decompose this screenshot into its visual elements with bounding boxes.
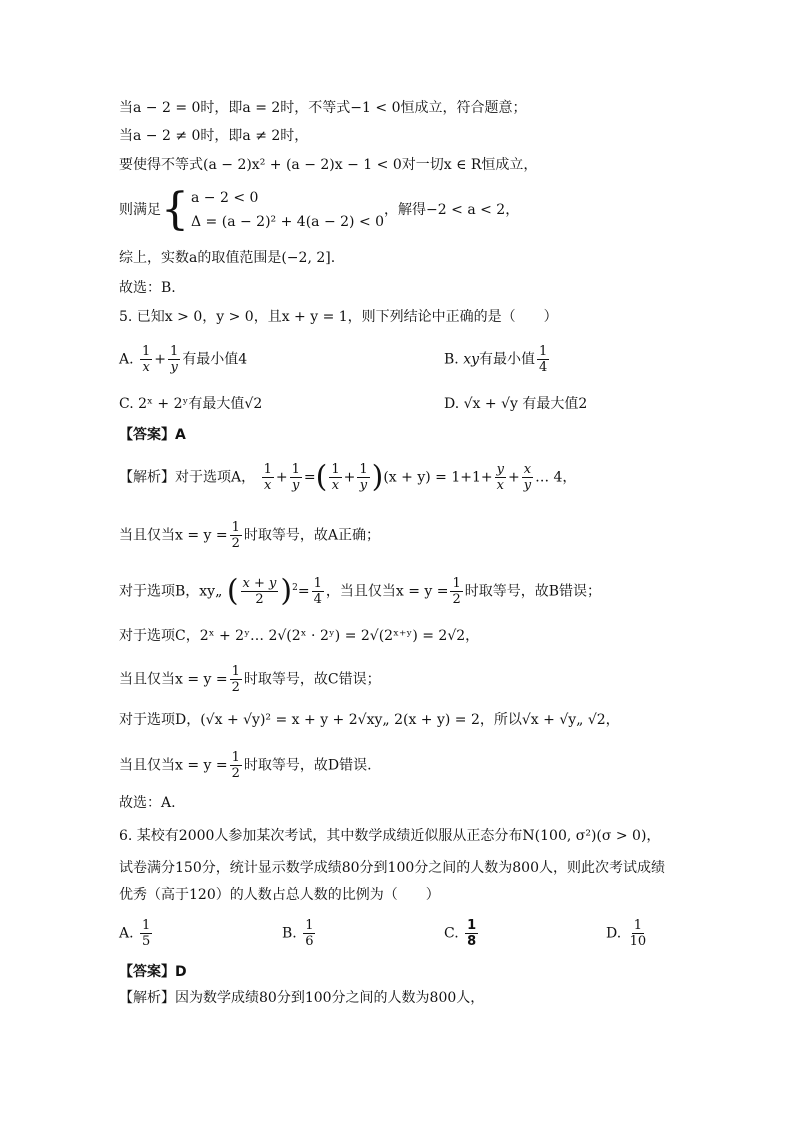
text-segment: 当且仅当x = y = xyxy=(119,671,228,688)
question-5: 5. 已知x > 0，y > 0，且x + y = 1，则下列结论中正确的是（ ） xyxy=(119,309,558,325)
question-6-line-2: 试卷满分150分，统计显示数学成绩80分到100分之间的人数为800人，则此次考试成绩 xyxy=(119,860,665,876)
numerator: x + y xyxy=(242,576,277,591)
option-text: 有最小值4 xyxy=(182,351,248,368)
equality-condition-d xyxy=(119,750,372,781)
text-segment: (x + y) = 1+1+ xyxy=(383,469,493,486)
numerator: y xyxy=(496,462,504,477)
text-line: 故选：A. xyxy=(119,795,176,811)
fraction xyxy=(230,664,242,695)
fraction xyxy=(312,576,324,607)
fraction xyxy=(230,520,242,551)
fraction xyxy=(303,918,315,949)
system-row: a − 2 < 0 xyxy=(191,190,259,206)
denominator: 4 xyxy=(539,360,548,375)
answer-5: 【答案】A xyxy=(119,427,186,443)
numerator: 1 xyxy=(142,344,151,359)
system-row: Δ = (a − 2)² + 4(a − 2) < 0 xyxy=(191,214,385,230)
exponent: 2 xyxy=(292,582,298,593)
text-segment: 【解析】对于选项A， xyxy=(119,469,256,486)
fraction xyxy=(628,918,649,949)
option-label: D. xyxy=(606,925,622,942)
denominator: 6 xyxy=(305,934,314,949)
fraction xyxy=(262,462,274,493)
answer-6: 【答案】D xyxy=(119,964,187,980)
numerator: 1 xyxy=(231,664,240,679)
fraction xyxy=(329,462,341,493)
denominator: y xyxy=(523,478,532,493)
option-label: D. xyxy=(444,396,460,412)
denominator: 8 xyxy=(467,934,477,949)
explanation-c: 对于选项C，2ˣ + 2ʸ… 2√(2ˣ · 2ʸ) = 2√(2ˣ⁺ʸ) = 2√2， xyxy=(119,628,480,644)
denominator: x xyxy=(264,478,272,493)
explanation-d: 对于选项D，(√x + √y)² = x + y + 2√xy„ 2(x + y) = 2，所以√x + √y„ √2， xyxy=(119,712,620,728)
q5-option-b xyxy=(444,344,551,375)
numerator: 1 xyxy=(263,462,272,477)
text-line: 当a − 2 ≠ 0时，即a ≠ 2时， xyxy=(119,128,309,144)
text-segment: 时取等号，故B错误； xyxy=(464,583,602,600)
denominator: 2 xyxy=(231,766,240,781)
system-suffix: ，解得−2 < a < 2， xyxy=(384,202,520,218)
text-segment: 当且仅当x = y = xyxy=(119,527,228,544)
paren: ) xyxy=(280,573,293,609)
fraction xyxy=(495,462,506,493)
fraction xyxy=(465,918,478,949)
question-6-line-3: 优秀（高于120）的人数占总人数的比例为（ ） xyxy=(119,887,440,903)
text-segment: 当且仅当x = y = xyxy=(119,757,228,774)
denominator: 2 xyxy=(231,680,240,695)
fraction xyxy=(537,344,549,375)
equality-condition-a xyxy=(119,520,380,551)
q6-option-a xyxy=(119,918,154,949)
numerator: 1 xyxy=(633,918,643,933)
brace-symbol: { xyxy=(161,184,189,235)
fraction xyxy=(522,462,533,493)
q5-option-c xyxy=(119,394,262,414)
explanation-6: 【解析】因为数学成绩80分到100分之间的人数为800人， xyxy=(119,990,485,1006)
q6-option-c xyxy=(444,918,480,949)
text-segment: 时取等号，故C错误； xyxy=(243,671,381,688)
system-rows xyxy=(191,186,384,234)
text-segment: 时取等号，故A正确； xyxy=(243,527,381,544)
denominator: 2 xyxy=(452,592,461,607)
text-segment: 对于选项B，xy„ xyxy=(119,583,223,600)
option-text: 有最小值 xyxy=(479,351,536,368)
option-label: B. xyxy=(282,925,297,942)
text-segment: … 4， xyxy=(535,469,577,486)
text-line: 故选：B. xyxy=(119,280,176,296)
numerator: 1 xyxy=(231,750,240,765)
numerator: 1 xyxy=(452,576,461,591)
numerator: x xyxy=(523,462,532,477)
option-expr: xy xyxy=(463,351,480,368)
text-segment: 时取等号，故D错误. xyxy=(243,757,372,774)
fraction xyxy=(241,576,279,607)
option-text: √x + √y 有最大值2 xyxy=(463,396,588,412)
text-line: 综上，实数a的取值范围是(−2, 2]. xyxy=(119,250,336,266)
denominator: y xyxy=(170,360,178,375)
denominator: x xyxy=(142,360,150,375)
numerator: 1 xyxy=(291,462,300,477)
fraction xyxy=(230,750,242,781)
numerator: 1 xyxy=(142,918,151,933)
fraction xyxy=(168,344,180,375)
text-line: 要使得不等式(a − 2)x² + (a − 2)x − 1 < 0对一切x ∈ R恒成立， xyxy=(119,157,538,173)
option-label: A. xyxy=(119,925,134,942)
fraction xyxy=(140,918,152,949)
equality-condition-c xyxy=(119,664,381,695)
inequality-system xyxy=(119,186,519,234)
denominator: x xyxy=(331,478,340,493)
numerator: 1 xyxy=(331,462,340,477)
text-segment: ，当且仅当x = y = xyxy=(325,583,449,600)
numerator: 1 xyxy=(170,344,179,359)
denominator: 2 xyxy=(255,592,264,607)
fraction xyxy=(290,462,302,493)
system-prefix: 则满足 xyxy=(119,202,161,218)
paren: ) xyxy=(371,459,384,495)
paren: ( xyxy=(315,459,328,495)
option-label: A. xyxy=(119,351,134,368)
q6-option-b xyxy=(282,918,317,949)
denominator: y xyxy=(359,478,368,493)
fraction xyxy=(140,344,152,375)
q5-option-a: A. $\frac{1}{x}$ + $\frac{1}{y}$ 有最小值4 xyxy=(119,344,248,375)
numerator: 1 xyxy=(231,520,240,535)
text-line: 当a − 2 = 0时，即a = 2时，不等式−1 < 0恒成立，符合题意； xyxy=(119,100,527,116)
numerator: 1 xyxy=(313,576,322,591)
denominator: y xyxy=(292,478,300,493)
option-label: B. xyxy=(444,351,459,368)
explanation-b: 对于选项B，xy„ ( $\frac{x + y}{2}$ )$^2$= $\frac{1}{4}$ ，当且仅当x = y = $\frac{1}{2}$ 时取等号，故B错误； xyxy=(119,573,602,609)
question-6-line-1: 6. 某校有2000人参加某次考试，其中数学成绩近似服从正态分布N(100, σ²)(σ > 0)， xyxy=(119,828,661,844)
denominator: 5 xyxy=(142,934,151,949)
explanation-a: 【解析】对于选项A， $\frac{1}{x}$ + $\frac{1}{y}$ =( $\frac{1}{x}$ + $\frac{1}{y}$ )(x + y) = 1+1+ $\frac{y}{x}$ + $\frac{x}{y}$ … 4， xyxy=(119,459,577,495)
q6-option-d xyxy=(606,918,650,949)
denominator: 2 xyxy=(231,536,240,551)
numerator: 1 xyxy=(305,918,314,933)
denominator: 4 xyxy=(313,592,322,607)
paren: ( xyxy=(226,573,239,609)
fraction xyxy=(357,462,369,493)
fraction xyxy=(450,576,462,607)
numerator: 1 xyxy=(359,462,368,477)
option-text: 2ˣ + 2ʸ有最大值√2 xyxy=(138,396,263,412)
numerator: 1 xyxy=(539,344,548,359)
denominator: x xyxy=(496,478,504,493)
option-label: C. xyxy=(444,925,459,942)
option-label: C. xyxy=(119,396,134,412)
q5-option-d xyxy=(444,394,587,414)
numerator: 1 xyxy=(467,918,477,933)
denominator: 10 xyxy=(629,934,647,949)
